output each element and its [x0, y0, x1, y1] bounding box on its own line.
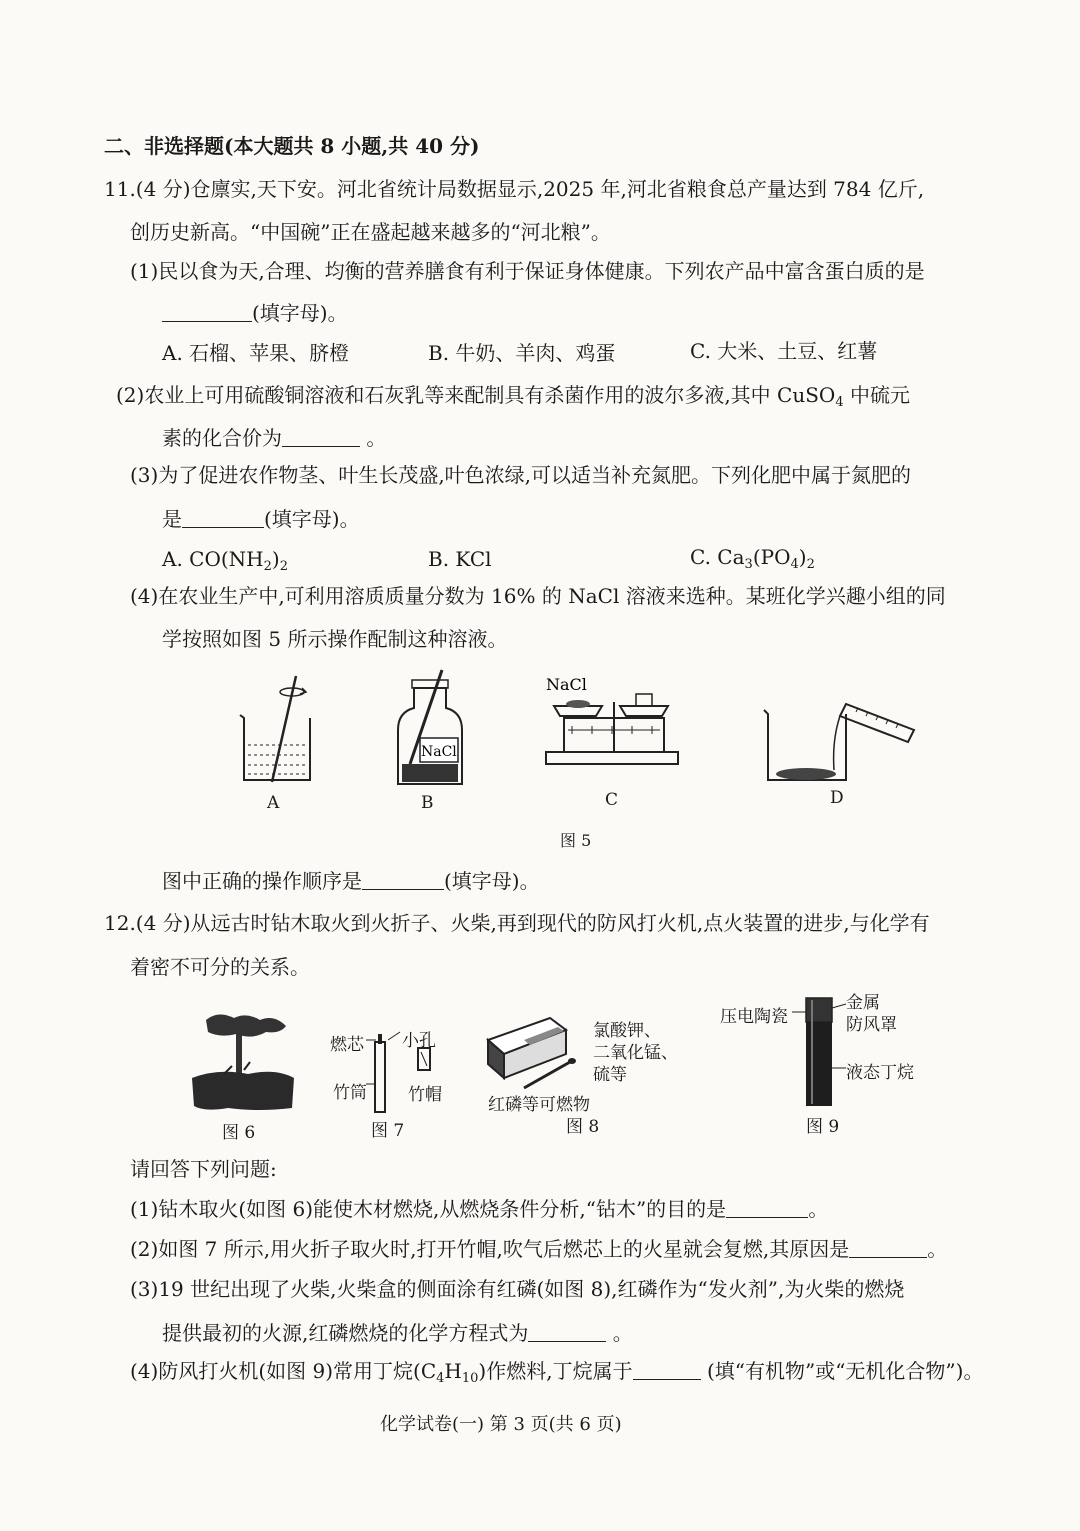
figure8-matchbox [484, 1010, 590, 1096]
figure5-pouring-cylinder [760, 690, 920, 790]
figure7-hole-label: 小孔 [402, 1031, 436, 1051]
figure5-bottle-label: NaCl [421, 744, 457, 760]
page-footer: 化学试卷(一) 第 3 页(共 6 页) [380, 1414, 622, 1435]
figure9-caption: 图 9 [806, 1117, 840, 1137]
answer-blank[interactable] [633, 1359, 701, 1380]
q11-part3-option-b: B. KCl [428, 547, 492, 571]
q11-option-c: C. 大米、土豆、红薯 [690, 339, 878, 363]
q11-intro-line1: 11.(4 分)仓廪实,天下安。河北省统计局数据显示,2025 年,河北省粮食总产量达到 784 亿斤, [104, 177, 925, 201]
q12-part2: (2)如图 7 所示,用火折子取火时,打开竹帽,吹气后燃芯上的火星就会复燃,其原因是 。 [130, 1237, 948, 1261]
q12-prompt: 请回答下列问题: [130, 1157, 277, 1181]
figure5-beaker-stirring [230, 670, 320, 790]
q11-part4-after: 图中正确的操作顺序是 (填字母)。 [162, 869, 540, 893]
q12-part3-line1: (3)19 世纪出现了火柴,火柴盒的侧面涂有红磷(如图 8),红磷作为“发火剂”,为火柴的燃烧 [130, 1277, 905, 1301]
figure5-caption: 图 5 [560, 831, 592, 850]
figure8-caption: 图 8 [566, 1117, 600, 1137]
figure5-label-b: B [421, 793, 434, 813]
figure7-cap-label: 竹帽 [408, 1085, 442, 1105]
figure5-label-c: C [605, 790, 619, 810]
q11-part2-line1: (2)农业上可用硫酸铜溶液和石灰乳等来配制具有杀菌作用的波尔多液,其中 CuSO$_4$ 中硫元 [116, 383, 910, 410]
q11-part1-line1: (1)民以食为天,合理、均衡的营养膳食有利于保证身体健康。下列农产品中富含蛋白质的是 [130, 259, 925, 283]
q12-part3-line2: 提供最初的火源,红磷燃烧的化学方程式为 。 [162, 1321, 633, 1345]
figure5-reagent-bottle [390, 668, 470, 790]
answer-blank[interactable] [162, 301, 252, 322]
q11-part3-line2: 是 (填字母)。 [162, 507, 360, 531]
figure8-label-2: 二氧化锰、 [593, 1043, 678, 1063]
q11-part3-option-a: A. $CO(NH_2)_2$ [162, 547, 288, 574]
figure8-label-4: 红磷等可燃物 [488, 1095, 590, 1115]
section-heading: 二、非选择题(本大题共 8 小题,共 40 分) [104, 134, 480, 158]
q11-part3-line1: (3)为了促进农作物茎、叶生长茂盛,叶色浓绿,可以适当补充氮肥。下列化肥中属于氮肥的 [130, 463, 912, 487]
q11-intro-line2: 创历史新高。“中国碗”正在盛起越来越多的“河北粮”。 [130, 220, 611, 244]
figure6-drill-fire [188, 1008, 298, 1118]
figure5-balance-nacl: NaCl [546, 675, 587, 694]
q11-part3-option-c: C. $Ca_3(PO_4)_2$ [690, 545, 815, 572]
q11-part1-line2: (填字母)。 [162, 300, 348, 326]
q11-option-a: A. 石榴、苹果、脐橙 [162, 341, 350, 365]
figure7-wick-label: 燃芯 [330, 1035, 364, 1055]
answer-blank[interactable] [182, 507, 264, 528]
figure9-metal-label-2: 防风罩 [846, 1015, 897, 1035]
answer-blank[interactable] [849, 1237, 927, 1258]
q11-part2-line2: 素的化合价为 。 [162, 426, 387, 450]
figure7-fire-folder [366, 1026, 446, 1116]
figure5-balance [540, 672, 685, 788]
answer-blank[interactable] [362, 869, 444, 890]
figure9-lighter [792, 996, 848, 1108]
figure7-caption: 图 7 [371, 1121, 405, 1141]
figure7-tube-label: 竹筒 [333, 1083, 367, 1103]
q12-intro-line1: 12.(4 分)从远古时钻木取火到火折子、火柴,再到现代的防风打火机,点火装置的进步,与化学有 [104, 911, 930, 935]
answer-blank[interactable] [282, 426, 360, 447]
figure9-metal-label-1: 金属 [846, 993, 880, 1013]
figure9-butane-label: 液态丁烷 [846, 1063, 914, 1083]
figure8-label-3: 硫等 [593, 1065, 627, 1085]
figure5-label-d: D [830, 788, 844, 808]
figure8-label-1: 氯酸钾、 [593, 1021, 661, 1041]
q11-option-b: B. 牛奶、羊肉、鸡蛋 [428, 341, 616, 365]
answer-blank[interactable] [528, 1321, 606, 1342]
answer-blank[interactable] [726, 1197, 808, 1218]
q12-part4: (4)防风打火机(如图 9)常用丁烷$(C_4H_{10})$作燃料,丁烷属于 (填“有机物”或“无机化合物”)。 [130, 1359, 984, 1386]
figure6-caption: 图 6 [222, 1123, 256, 1143]
q12-part1: (1)钻木取火(如图 6)能使木材燃烧,从燃烧条件分析,“钻木”的目的是 。 [130, 1197, 829, 1221]
q11-part4-line2: 学按照如图 5 所示操作配制这种溶液。 [162, 627, 508, 651]
q12-intro-line2: 着密不可分的关系。 [130, 955, 310, 979]
figure9-ceramic-label: 压电陶瓷 [720, 1007, 788, 1027]
q11-part4-line1: (4)在农业生产中,可利用溶质质量分数为 16% 的 NaCl 溶液来选种。某班化学兴趣小组的同 [130, 584, 946, 608]
figure5-label-a: A [267, 793, 280, 813]
